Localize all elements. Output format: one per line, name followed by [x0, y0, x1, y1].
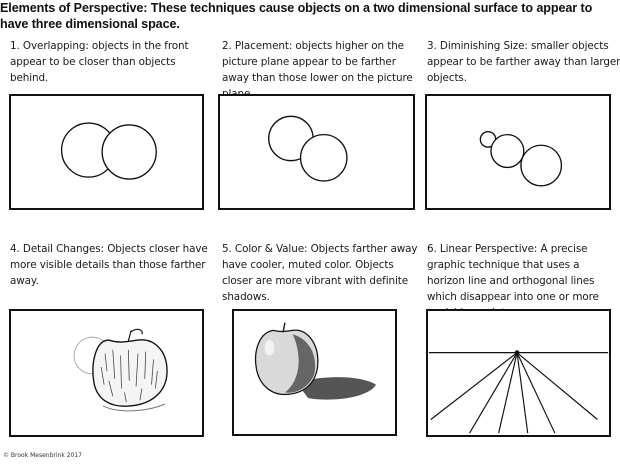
panel-placement [218, 94, 415, 210]
caption-color-value: 5. Color & Value: Objects farther away have cooler, muted color. Objects closer are more vibrant with definite shadows. [222, 243, 418, 303]
linear-perspective-drawing [428, 311, 609, 435]
panel-linear-perspective [426, 309, 611, 437]
front-circle [102, 125, 156, 179]
diminishing-size-drawing [427, 96, 609, 208]
page-title: Elements of Perspective: These techniques cause objects on a two dimensional surface to appear to have three dimensional space. [0, 1, 593, 31]
panel-detail-changes [9, 309, 204, 437]
large-circle [521, 145, 562, 186]
lower-circle [301, 135, 347, 181]
detail-apples-drawing [11, 311, 202, 435]
panel-overlapping [9, 94, 204, 210]
caption-diminishing-size: 3. Diminishing Size: smaller objects appear to be farther away than larger objects. [427, 40, 620, 84]
close-apple [93, 340, 167, 406]
panel-diminishing-size [425, 94, 611, 210]
caption-placement: 2. Placement: objects higher on the picture plane appear to be farther away than those lower on the picture [222, 40, 413, 84]
overlapping-drawing [11, 96, 202, 208]
orthogonal-lines [431, 353, 598, 433]
medium-circle [491, 135, 524, 168]
panel-color-value [232, 309, 397, 436]
placement-drawing [220, 96, 413, 208]
caption-linear-perspective: 6. Linear Perspective: A precise graphic technique that uses a horizon line and orthogonal lines which disappear into one or more [427, 243, 599, 303]
caption-detail-changes: 4. Detail Changes: Objects closer have more visible details than those farther away. [10, 243, 208, 287]
apple-highlight [265, 340, 275, 355]
shaded-apple-drawing [234, 311, 395, 434]
copyright-notice: © Brook Mesenbrink 2017 [3, 452, 82, 459]
caption-overlapping: 1. Overlapping: objects in the front appear to be closer than objects behind. [10, 40, 189, 84]
